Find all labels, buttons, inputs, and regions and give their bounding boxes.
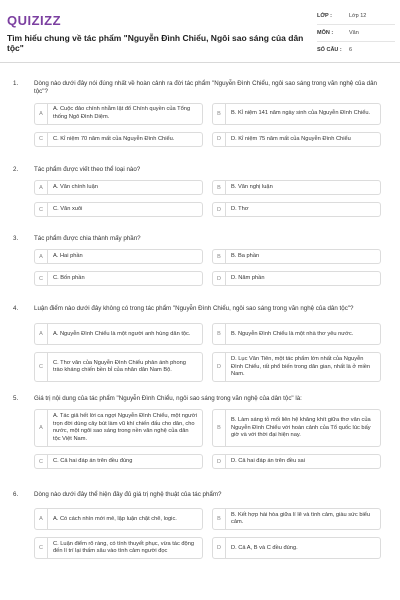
meta-label: LỚP :: [317, 13, 332, 19]
option-letter: C: [35, 353, 48, 381]
option-text: D. Cả A, B và C đều đúng.: [231, 544, 298, 551]
option-text: C. Luận điểm rõ ràng, có tính thuyết phục, vừa tác động đến lí trí lại thấm sâu vào tình cảm người đọc: [53, 540, 195, 555]
meta-label: SỐ CÂU :: [317, 47, 342, 53]
option-d[interactable]: [212, 271, 381, 286]
option-c[interactable]: [34, 132, 203, 147]
question-number: 4.: [13, 305, 19, 312]
option-text: D. Thơ: [231, 206, 249, 213]
option-letter: D: [213, 133, 226, 146]
question-number: 6.: [13, 491, 19, 498]
options: [34, 508, 381, 559]
question-1: [0, 80, 400, 154]
option-text: D. Năm phần: [231, 275, 265, 282]
option-text: D. Lục Vân Tiên, một tác phẩm lớn nhất của Nguyễn Đình Chiểu, rất phổ biến trong dân gian, nhất là ở miền Nam.: [231, 356, 371, 378]
option-text: C. Kỉ niệm 70 năm mất của Nguyễn Đình Chiểu.: [53, 135, 175, 142]
options: [34, 103, 381, 147]
options: [34, 409, 381, 469]
option-text: B. Nguyễn Đình Chiểu là một nhà thơ yêu nước.: [231, 330, 354, 337]
question-text: Luận điểm nào dưới đây không có trong tác phẩm "Nguyễn Đình Chiểu, ngôi sao sáng trong văn nghệ của dân tộc"?: [34, 305, 354, 312]
meta-value: Lớp 12: [349, 13, 367, 19]
meta-value: 6: [349, 47, 353, 53]
option-letter: B: [213, 509, 226, 529]
option-letter: B: [213, 324, 226, 344]
option-text: B. Kết hợp hài hòa giữa lí lẽ và tình cảm, giàu sức biểu cảm.: [231, 511, 371, 526]
question-text: Tác phẩm được viết theo thể loại nào?: [34, 166, 141, 173]
option-b[interactable]: [212, 180, 381, 195]
option-text: D. Cả hai đáp án trên đều sai: [231, 458, 305, 465]
option-text: B. Ba phần: [231, 253, 260, 260]
question-text: Dòng nào dưới đây thể hiện đây đủ giá trị nghệ thuật của tác phẩm?: [34, 491, 222, 498]
worksheet-title: Tìm hiểu chung về tác phẩm "Nguyễn Đình Chiểu, Ngôi sao sáng của dân tộc": [7, 33, 304, 53]
option-letter: D: [213, 538, 226, 558]
option-b[interactable]: [212, 508, 381, 530]
option-text: A. Cuộc đảo chính nhằm lật đổ Chính quyền của Tổng thống Ngô Đình Diệm.: [53, 106, 191, 120]
option-text: C. Văn xuôi: [53, 206, 83, 213]
option-letter: C: [35, 538, 48, 558]
meta-value: Văn: [349, 30, 359, 36]
option-letter: B: [213, 181, 226, 194]
option-c[interactable]: [34, 202, 203, 217]
meta-label: MÔN :: [317, 30, 334, 36]
option-text: A. Hai phần: [53, 253, 83, 260]
option-text: A. Văn chính luận: [53, 184, 98, 191]
option-b[interactable]: [212, 409, 381, 447]
option-c[interactable]: [34, 454, 203, 469]
option-d[interactable]: [212, 352, 381, 382]
option-text: D. Kỉ niệm 75 năm mất của Nguyễn Đình Chiểu: [231, 135, 351, 142]
worksheet-header: [0, 0, 400, 63]
option-letter: D: [213, 272, 226, 285]
option-text: C. Thơ văn của Nguyễn Đình Chiểu phản ánh phong trào kháng chiến bền bỉ của nhân dân Nam Bộ.: [53, 359, 186, 374]
question-number: 5.: [13, 395, 19, 402]
option-letter: A: [35, 410, 48, 446]
option-letter: C: [35, 272, 48, 285]
question-text: Dòng nào dưới đây nói đúng nhất về hoàn cảnh ra đời tác phẩm "Nguyễn Đình Chiểu, ngôi sao sáng trong văn nghệ của dân tộc"?: [34, 80, 377, 96]
option-text: C. Cả hai đáp án trên đều đúng: [53, 458, 133, 465]
question-number: 3.: [13, 235, 19, 242]
option-a[interactable]: [34, 409, 203, 447]
option-letter: C: [35, 203, 48, 216]
question-2: [0, 166, 400, 224]
option-d[interactable]: [212, 454, 381, 469]
option-text: B. Làm sáng tỏ mối liên hệ khăng khít giữa thơ văn của Nguyễn Đình Chiểu với hoàn cảnh của Tổ quốc lúc bấy giờ và với thời đại hiện nay.: [231, 417, 371, 439]
meta-table: [317, 8, 395, 58]
option-letter: D: [213, 353, 226, 381]
option-letter: B: [213, 410, 226, 446]
question-number: 2.: [13, 166, 19, 173]
option-letter: C: [35, 455, 48, 468]
question-text: Giá trị nội dung của tác phẩm "Nguyễn Đình Chiểu, ngôi sao sáng trong văn nghệ của dân tộc" là:: [34, 395, 302, 402]
option-letter: B: [213, 104, 226, 124]
option-letter: D: [213, 203, 226, 216]
option-letter: A: [35, 181, 48, 194]
option-text: A. Nguyễn Đình Chiểu là một người anh hùng dân tộc.: [53, 330, 191, 337]
option-text: C. Bốn phần: [53, 275, 85, 282]
meta-row-count: [317, 42, 395, 58]
option-text: B. Kỉ niệm 141 năm ngày sinh của Nguyễn Đình Chiểu.: [231, 110, 371, 117]
options: [34, 249, 381, 286]
option-a[interactable]: [34, 103, 203, 125]
question-3: [0, 235, 400, 293]
option-b[interactable]: [212, 249, 381, 264]
option-c[interactable]: [34, 537, 203, 559]
options: [34, 180, 381, 217]
option-d[interactable]: [212, 537, 381, 559]
option-text: A. Có cách nhìn mới mẻ, lập luận chặt chẽ, logic.: [53, 515, 177, 522]
meta-row-subject: [317, 25, 395, 42]
option-text: A. Tác giả hết lời ca ngợi Nguyễn Đình Chiểu, một người trọn đời dùng cây bút làm vũ khí chiến đấu cho dân, cho nước, một ngôi sao sáng trong nền văn nghệ của dân tộc Việt Nam.: [53, 413, 197, 442]
option-letter: A: [35, 509, 48, 529]
option-letter: A: [35, 104, 48, 124]
quizizz-logo: QUIZIZZ: [7, 13, 62, 28]
option-a[interactable]: [34, 180, 203, 195]
option-b[interactable]: [212, 323, 381, 345]
question-6: [0, 491, 400, 566]
option-d[interactable]: [212, 132, 381, 147]
option-a[interactable]: [34, 323, 203, 345]
options: [34, 323, 381, 382]
option-letter: A: [35, 324, 48, 344]
option-text: B. Văn nghị luận: [231, 184, 273, 191]
option-b[interactable]: [212, 103, 381, 125]
question-text: Tác phẩm được chia thành mấy phần?: [34, 235, 141, 242]
question-number: 1.: [13, 80, 19, 87]
meta-row-class: [317, 8, 395, 25]
option-letter: A: [35, 250, 48, 263]
option-letter: B: [213, 250, 226, 263]
option-a[interactable]: [34, 249, 203, 264]
option-d[interactable]: [212, 202, 381, 217]
question-5: [0, 395, 400, 476]
option-c[interactable]: [34, 352, 203, 382]
option-c[interactable]: [34, 271, 203, 286]
question-4: [0, 305, 400, 389]
option-letter: C: [35, 133, 48, 146]
option-letter: D: [213, 455, 226, 468]
option-a[interactable]: [34, 508, 203, 530]
